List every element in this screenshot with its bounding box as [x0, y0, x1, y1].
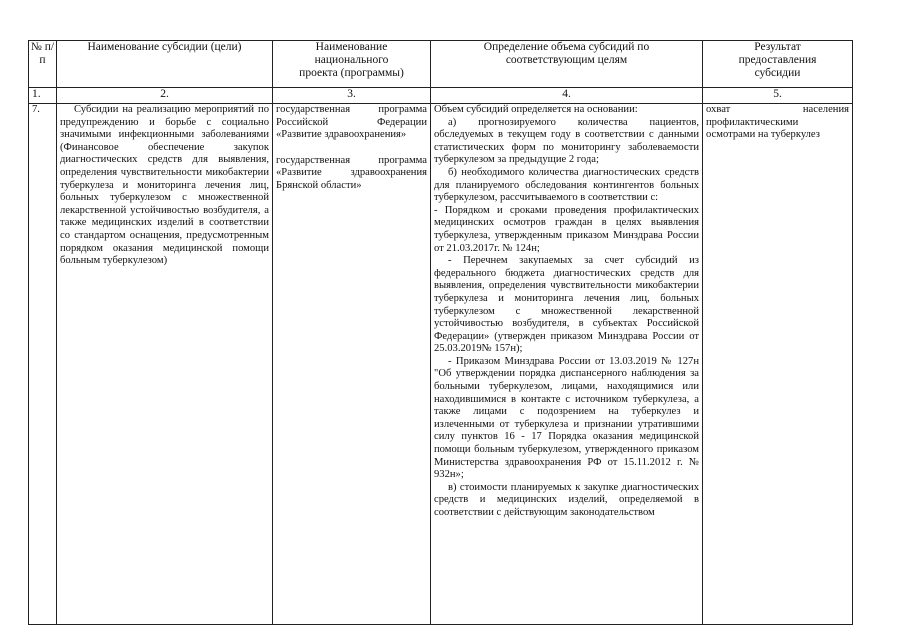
header-result: Результат предоставления субсидии	[703, 41, 853, 88]
definition-block	[431, 104, 702, 520]
column-number-1: 1.	[29, 88, 57, 104]
header-row	[29, 41, 853, 88]
definition-item-b: б) необходимого количества диагностических средств для планируемого обследования контингентов больных туберкулезом, рассчитываемого в соответствии с:	[434, 166, 699, 204]
definition-intro: Объем субсидий определяется на основании:	[434, 104, 638, 115]
program-federal: государственная программа Российской Федерации «Развитие здравоохранения»	[276, 104, 427, 141]
column-number-2: 2.	[57, 88, 273, 104]
volume-definition-cell	[431, 104, 703, 625]
row-number: 7.	[32, 104, 40, 115]
program-regional: государственная программа «Развитие здравоохранения Брянской области»	[276, 154, 427, 191]
definition-item-order-127n: - Приказом Минздрава России от 13.03.2019 № 127н "Об утверждении порядка диспансерного наблюдения за больными туберкулезом, лицами, находящимися или находившимися в контакте с источником туберкулеза, а также лицами с подозрением на туберкулез и излеченными от туберкулеза и признании утратившими силу пунктов 16 - 17 Порядка оказания медицинской помощи больным туберкулезом, утвержденного приказом Министерства здравоохранения РФ от 15.11.2012 г. № 932н»;	[434, 355, 699, 481]
subsidy-table	[28, 40, 853, 625]
definition-item-order-124n: - Порядком и сроками проведения профилактических медицинских осмотров граждан в целях выявления туберкулеза, утвержденным приказом Минздрава России от 21.03.2017г. № 124н;	[434, 204, 699, 254]
program-cell	[273, 104, 431, 625]
result-cell	[703, 104, 853, 625]
column-number-3: 3.	[273, 88, 431, 104]
header-number: № п/п	[29, 41, 57, 88]
subsidy-purpose-cell	[57, 104, 273, 625]
table-row	[29, 104, 853, 625]
row-number-cell	[29, 104, 57, 625]
column-number-5: 5.	[703, 88, 853, 104]
column-number-row	[29, 88, 853, 104]
column-number-4: 4.	[431, 88, 703, 104]
definition-item-a: а) прогнозируемого количества пациентов, обследуемых в текущем году в соответствии с данными статистических форм по мониторингу заболеваемости туберкулезом за предыдущие 2 года;	[434, 116, 699, 166]
definition-item-order-157n: - Перечнем закупаемых за счет субсидий из федерального бюджета диагностических средств для выявления, определения чувствительности микобактерии туберкулеза и мониторинга лечения лиц, больных туберкулезом с множественной лекарственной устойчивостью возбудителя, в субъектах Российской Федерации» (утвержден приказом Минздрава России от 25.03.2019№ 157н);	[434, 255, 699, 355]
subsidy-purpose-text: Субсидии на реализацию мероприятий по предупреждению и борьбе с социально значимыми инфекционными заболеваниями (Финансовое обеспечение закупок диагностических средств для выявления, определения чувствительности микобактерии туберкулеза и мониторинга лечения лиц, больных туберкулезом с множественной лекарственной устойчивостью возбудителя, а также медицинских изделий в соответствии со стандартом оснащения, предусмотренным порядком оказания медицинской помощи больным туберкулезом)	[60, 104, 269, 267]
header-subsidy-name: Наименование субсидии (цели)	[57, 41, 273, 88]
header-volume-definition: Определение объема субсидий по соответствующим целям	[431, 41, 703, 88]
definition-item-v: в) стоимости планируемых к закупке диагностических средств и медицинских изделий, определяемой в соответствии с действующим законодательством	[434, 481, 699, 518]
result-text: охват населения профилактическими осмотрами на туберкулез	[706, 104, 849, 141]
header-project-name: Наименование национального проекта (программы)	[273, 41, 431, 88]
